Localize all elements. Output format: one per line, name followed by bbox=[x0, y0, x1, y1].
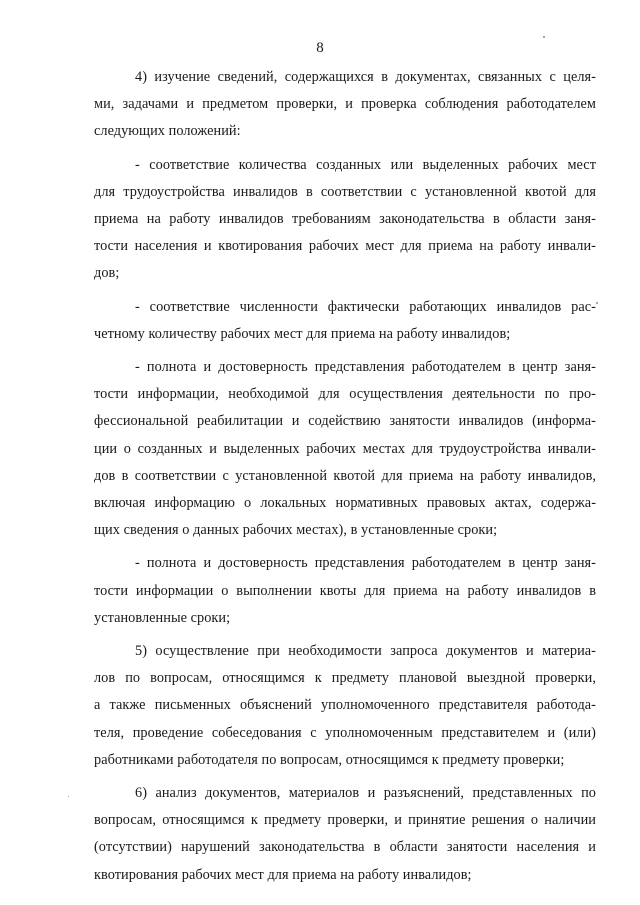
paragraph-line: - соответствие численности фактически работающих инвалидов рас- bbox=[135, 298, 596, 315]
scan-speck bbox=[543, 36, 545, 38]
paragraph-line: вопросам, относящимся к предмету проверки, и принятие решения о наличии bbox=[94, 812, 596, 829]
paragraph-line: а также письменных объяснений уполномоченного представителя работода- bbox=[94, 697, 596, 714]
paragraph-line: дов; bbox=[94, 265, 120, 282]
paragraph-line: ми, задачами и предметом проверки, и проверка соблюдения работодателем bbox=[94, 96, 596, 113]
paragraph-item-5 bbox=[94, 638, 596, 774]
paragraph-line: (отсутствии) нарушений законодательства в области занятости населения и bbox=[94, 839, 596, 856]
paragraph-line: 6) анализ документов, материалов и разъяснений, представленных по bbox=[135, 785, 596, 802]
paragraph-bullet-quota-compliance bbox=[94, 152, 596, 288]
paragraph-line: приема на работу инвалидов требованиям законодательства в области заня- bbox=[94, 211, 596, 228]
paragraph-line: следующих положений: bbox=[94, 123, 241, 140]
paragraph-line: четному количеству рабочих мест для приема на работу инвалидов; bbox=[94, 325, 511, 342]
paragraph-bullet-quota-reporting bbox=[94, 550, 596, 632]
scan-speck bbox=[596, 302, 598, 304]
paragraph-line: дов в соответствии с установленной квотой для приема на работу инвалидов, bbox=[94, 467, 596, 484]
paragraph-line: тости информации, необходимой для осуществления деятельности по про- bbox=[94, 386, 596, 403]
paragraph-line: лов по вопросам, относящимся к предмету плановой выездной проверки, bbox=[94, 670, 596, 687]
paragraph-line: 4) изучение сведений, содержащихся в документах, связанных с целя- bbox=[135, 69, 596, 85]
paragraph-item-6 bbox=[94, 780, 596, 889]
paragraph-line: для трудоустройства инвалидов в соответствии с установленной квотой для bbox=[94, 183, 596, 200]
scan-speck bbox=[68, 796, 69, 797]
paragraph-line: тости населения и квотирования рабочих мест для приема на работу инвали- bbox=[94, 238, 596, 255]
paragraph-line: включая информацию о локальных нормативных правовых актах, содержа- bbox=[94, 495, 596, 512]
paragraph-line: - полнота и достоверность представления работодателем в центр заня- bbox=[135, 555, 596, 572]
paragraph-item-4 bbox=[94, 64, 596, 146]
paragraph-line: установленные сроки; bbox=[94, 609, 231, 626]
paragraph-line: фессиональной реабилитации и содействию занятости инвалидов (информа- bbox=[94, 413, 596, 430]
page-number: 8 bbox=[316, 40, 324, 56]
paragraph-line: - полнота и достоверность представления работодателем в центр заня- bbox=[135, 359, 596, 376]
paragraph-line: щих сведения о данных рабочих местах), в установленные сроки; bbox=[94, 522, 498, 539]
paragraph-line: 5) осуществление при необходимости запроса документов и материа- bbox=[135, 643, 596, 660]
paragraph-line: - соответствие количества созданных или выделенных рабочих мест bbox=[135, 156, 596, 173]
document-body bbox=[94, 64, 596, 889]
paragraph-line: ции о созданных и выделенных рабочих местах для трудоустройства инвали- bbox=[94, 440, 596, 457]
paragraph-line: работниками работодателя по вопросам, относящимся к предмету проверки; bbox=[94, 751, 565, 768]
paragraph-line: квотирования рабочих мест для приема на работу инвалидов; bbox=[94, 866, 472, 883]
paragraph-bullet-headcount bbox=[94, 294, 596, 348]
paragraph-line: теля, проведение собеседования с уполномоченным представителем и (или) bbox=[94, 724, 596, 741]
paragraph-line: тости информации о выполнении квоты для приема на работу инвалидов в bbox=[94, 582, 596, 599]
paragraph-bullet-information-reporting bbox=[94, 354, 596, 544]
